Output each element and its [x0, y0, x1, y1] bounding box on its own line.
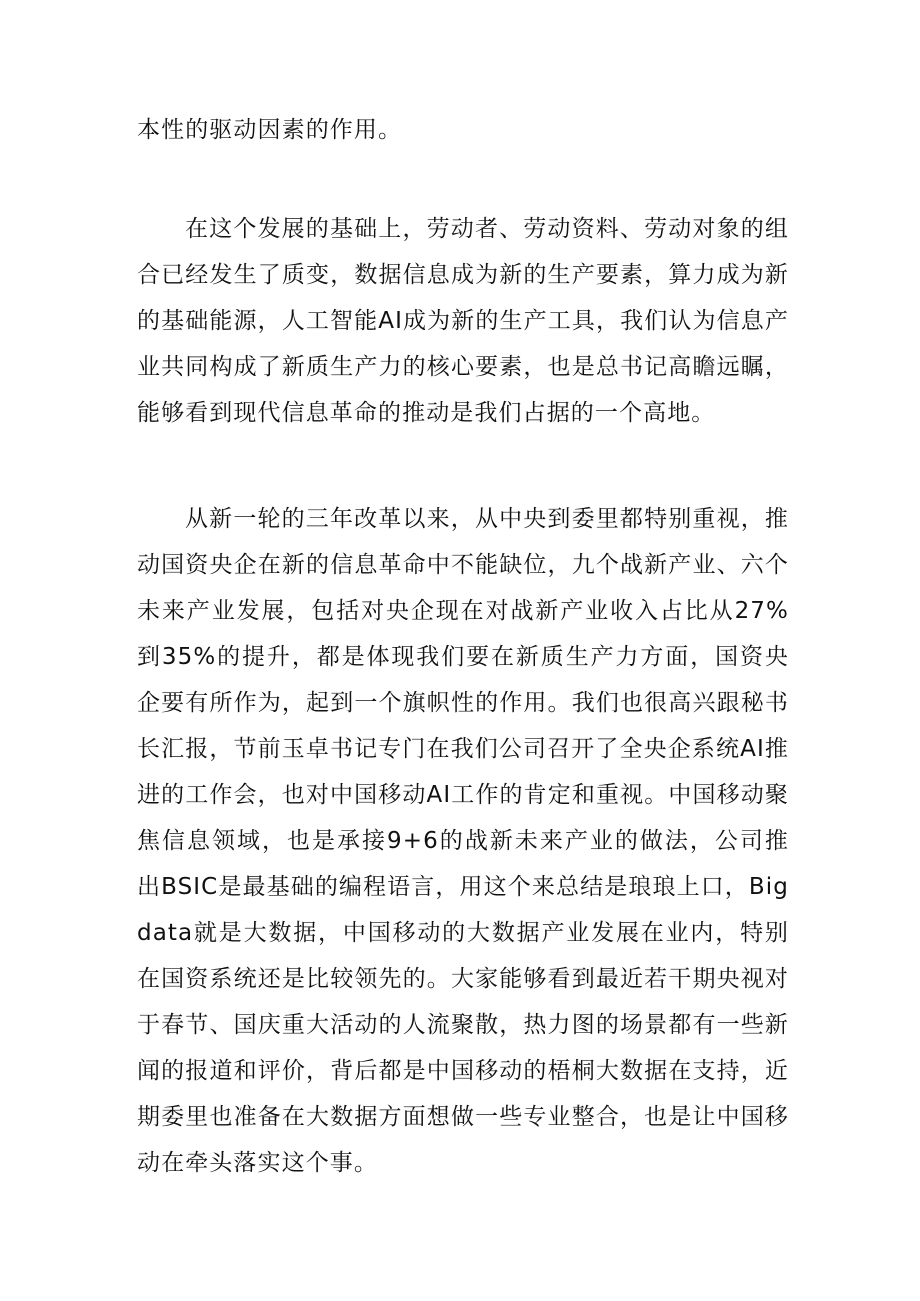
paragraph-development-basis: 在这个发展的基础上，劳动者、劳动资料、劳动对象的组合已经发生了质变，数据信息成为新的生产要素，算力成为新的基础能源，人工智能AI成为新的生产工具，我们认为信息产业共同构成了新质生产力的核心要素，也是总书记高瞻远瞩，能够看到现代信息革命的推动是我们占据的一个高地。	[137, 216, 789, 426]
paragraph-continuation: 本性的驱动因素的作用。	[137, 117, 403, 143]
paragraph-reform-and-big-data: 从新一轮的三年改革以来，从中央到委里都特别重视，推动国资央企在新的信息革命中不能缺位，九个战新产业、六个未来产业发展，包括对央企现在对战新产业收入占比从27%到35%的提升，都是体现我们要在新质生产力方面，国资央企要有所作为，起到一个旗帜性的作用。我们也很高兴跟秘书长汇报，节前玉卓书记专门在我们公司召开了全央企系统AI推进的工作会，也对中国移动AI工作的肯定和重视。中国移动聚焦信息领域，也是承接9+6的战新未来产业的做法，公司推出BSIC是最基础的编程语言，用这个来总结是琅琅上口，Bigdata就是大数据，中国移动的大数据产业发展在业内，特别在国资系统还是比较领先的。大家能够看到最近若干期央视对于春节、国庆重大活动的人流聚散，热力图的场景都有一些新闻的报道和评价，背后都是中国移动的梧桐大数据在支持，近期委里也准备在大数据方面想做一些专业整合，也是让中国移动在牵头落实这个事。	[137, 506, 789, 1176]
